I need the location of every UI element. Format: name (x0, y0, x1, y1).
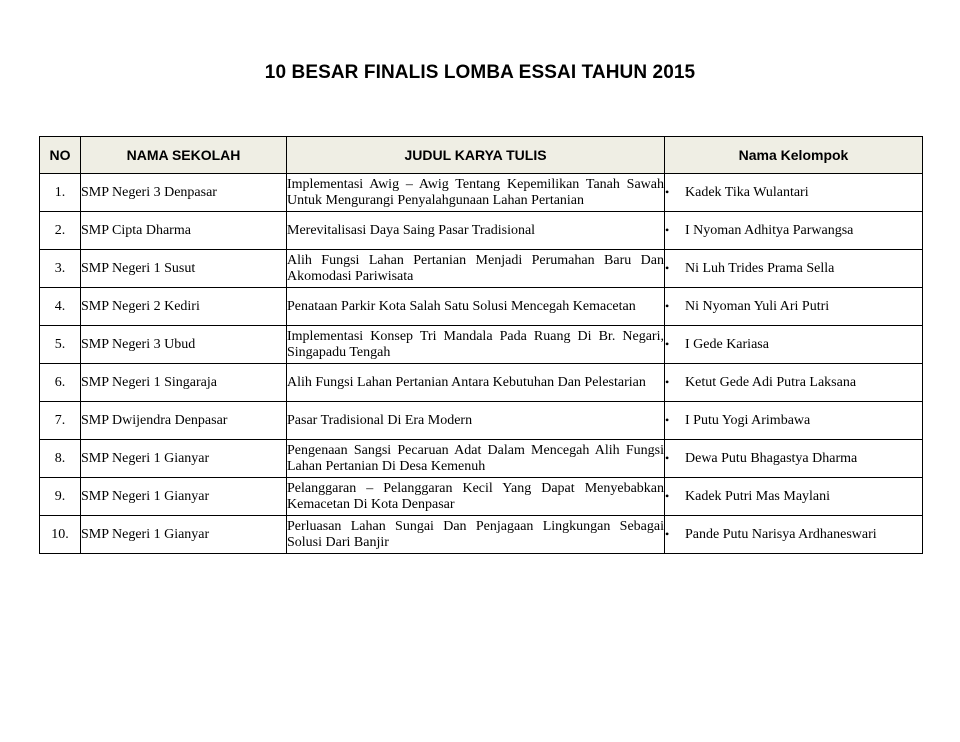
school-name: SMP Negeri 3 Denpasar (81, 174, 287, 212)
member-name: I Nyoman Adhitya Parwangsa (685, 222, 854, 238)
essay-title: Pengenaan Sangsi Pecaruan Adat Dalam Mencegah Alih Fungsi Lahan Pertanian Di Desa Kemenuh (287, 440, 665, 478)
group-member (665, 478, 923, 516)
row-number: 7. (40, 402, 81, 440)
bullet-icon: • (665, 298, 670, 313)
bullet-icon: • (665, 222, 670, 237)
table-row (40, 250, 923, 288)
group-member (665, 250, 923, 288)
table-row (40, 478, 923, 516)
row-number: 6. (40, 364, 81, 402)
bullet-icon: • (665, 184, 670, 199)
essay-title: Alih Fungsi Lahan Pertanian Menjadi Perumahan Baru Dan Akomodasi Pariwisata (287, 250, 665, 288)
essay-title: Merevitalisasi Daya Saing Pasar Tradisional (287, 212, 665, 250)
bullet-icon: • (665, 450, 670, 465)
table-row (40, 174, 923, 212)
group-member (665, 288, 923, 326)
school-name: SMP Negeri 2 Kediri (81, 288, 287, 326)
group-member (665, 402, 923, 440)
essay-title: Implementasi Awig – Awig Tentang Kepemilikan Tanah Sawah Untuk Mengurangi Penyalahgunaan Lahan Pertanian (287, 174, 665, 212)
member-name: Kadek Putri Mas Maylani (685, 488, 831, 504)
group-member (665, 326, 923, 364)
member-name: Ni Luh Trides Prama Sella (685, 260, 835, 276)
bullet-icon: • (665, 488, 670, 503)
school-name: SMP Dwijendra Denpasar (81, 402, 287, 440)
school-name: SMP Negeri 1 Singaraja (81, 364, 287, 402)
table-header-row (40, 137, 923, 174)
document-title: 10 BESAR FINALIS LOMBA ESSAI TAHUN 2015 (264, 62, 696, 83)
table-row (40, 212, 923, 250)
school-name: SMP Cipta Dharma (81, 212, 287, 250)
member-name: I Gede Kariasa (685, 336, 769, 352)
table-row (40, 288, 923, 326)
row-number: 10. (40, 516, 81, 554)
header-school: NAMA SEKOLAH (81, 137, 287, 174)
row-number: 3. (40, 250, 81, 288)
bullet-icon: • (665, 526, 670, 541)
table-row (40, 440, 923, 478)
table-row (40, 326, 923, 364)
member-name: Ketut Gede Adi Putra Laksana (685, 374, 857, 390)
row-number: 2. (40, 212, 81, 250)
member-name: Dewa Putu Bhagastya Dharma (685, 450, 858, 466)
group-member (665, 440, 923, 478)
table-row (40, 402, 923, 440)
bullet-icon: • (665, 374, 670, 389)
essay-title: Pelanggaran – Pelanggaran Kecil Yang Dapat Menyebabkan Kemacetan Di Kota Denpasar (287, 478, 665, 516)
school-name: SMP Negeri 1 Gianyar (81, 478, 287, 516)
group-member (665, 212, 923, 250)
row-number: 5. (40, 326, 81, 364)
group-member (665, 174, 923, 212)
member-name: I Putu Yogi Arimbawa (685, 412, 811, 428)
header-group: Nama Kelompok (665, 137, 923, 174)
bullet-icon: • (665, 260, 670, 275)
bullet-icon: • (665, 412, 670, 427)
member-name: Pande Putu Narisya Ardhaneswari (685, 526, 877, 542)
essay-title: Pasar Tradisional Di Era Modern (287, 402, 665, 440)
header-no: NO (40, 137, 81, 174)
essay-title: Implementasi Konsep Tri Mandala Pada Ruang Di Br. Negari, Singapadu Tengah (287, 326, 665, 364)
table-row (40, 516, 923, 554)
essay-title: Perluasan Lahan Sungai Dan Penjagaan Lingkungan Sebagai Solusi Dari Banjir (287, 516, 665, 554)
school-name: SMP Negeri 1 Gianyar (81, 440, 287, 478)
row-number: 1. (40, 174, 81, 212)
essay-title: Penataan Parkir Kota Salah Satu Solusi Mencegah Kemacetan (287, 288, 665, 326)
header-title: JUDUL KARYA TULIS (287, 137, 665, 174)
row-number: 4. (40, 288, 81, 326)
school-name: SMP Negeri 1 Susut (81, 250, 287, 288)
school-name: SMP Negeri 3 Ubud (81, 326, 287, 364)
row-number: 8. (40, 440, 81, 478)
finalists-table (39, 136, 923, 554)
table-row (40, 364, 923, 402)
row-number: 9. (40, 478, 81, 516)
member-name: Kadek Tika Wulantari (685, 184, 809, 200)
group-member (665, 516, 923, 554)
member-name: Ni Nyoman Yuli Ari Putri (685, 298, 830, 314)
essay-title: Alih Fungsi Lahan Pertanian Antara Kebutuhan Dan Pelestarian (287, 364, 665, 402)
bullet-icon: • (665, 336, 670, 351)
table-body (40, 174, 923, 554)
group-member (665, 364, 923, 402)
school-name: SMP Negeri 1 Gianyar (81, 516, 287, 554)
